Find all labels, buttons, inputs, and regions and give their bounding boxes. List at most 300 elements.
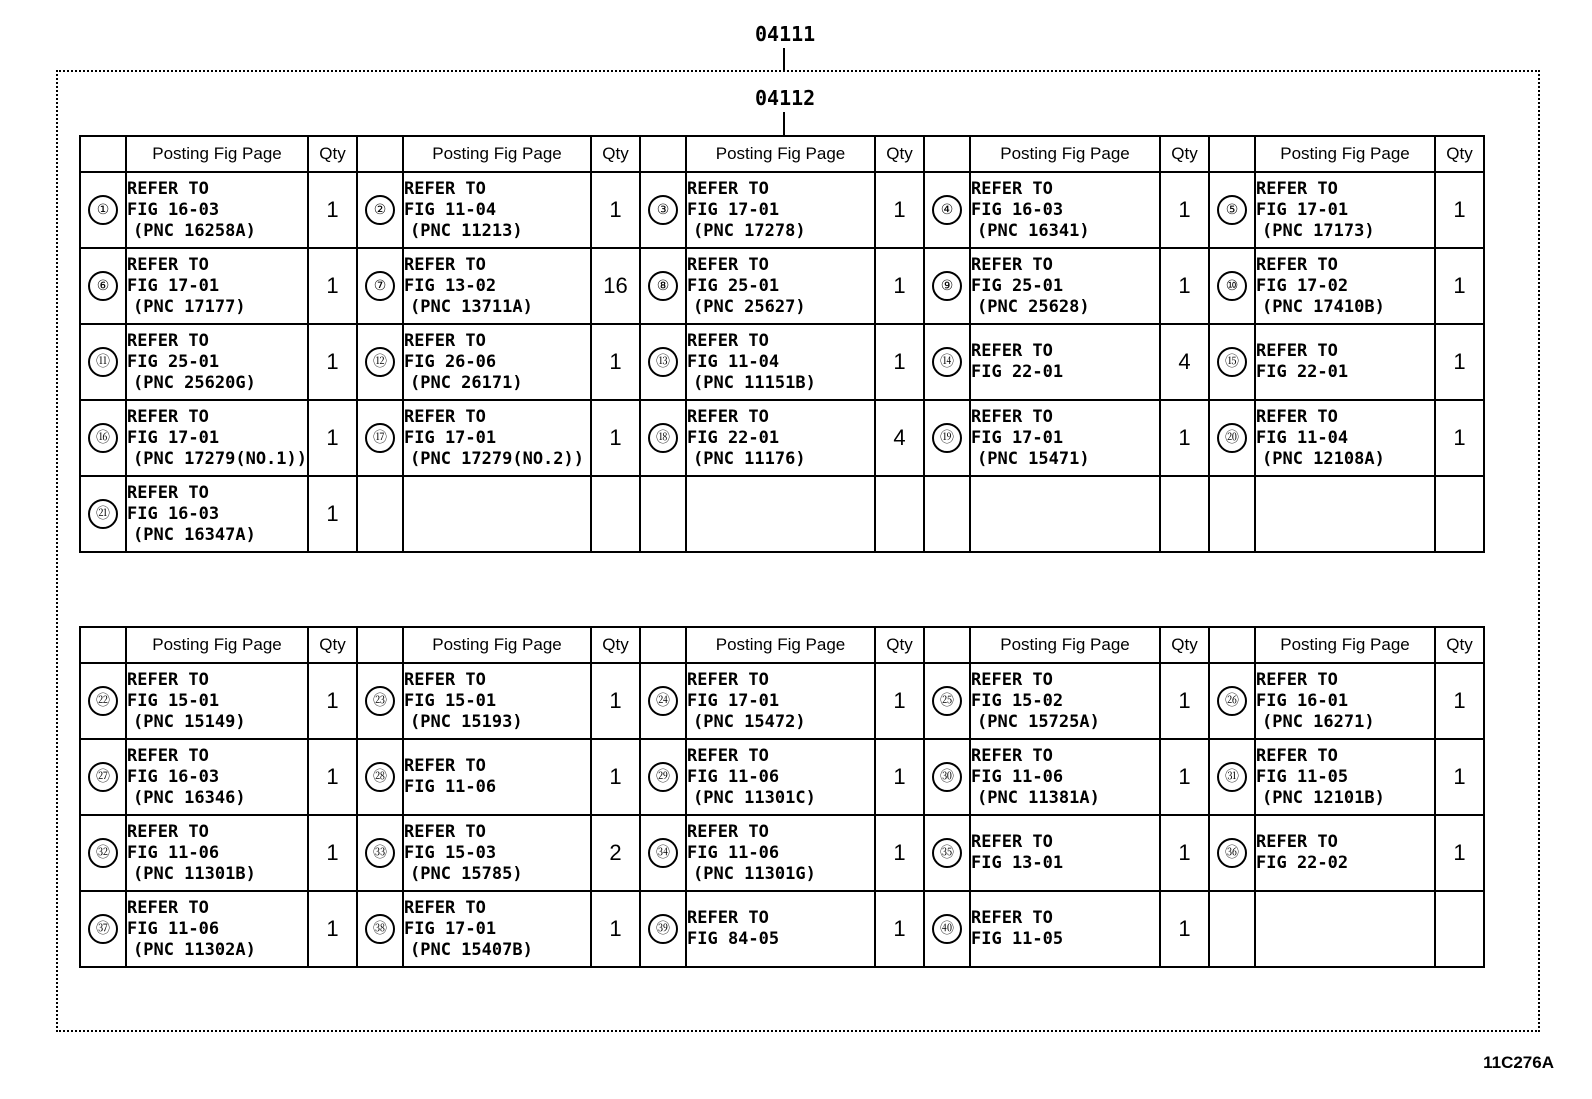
- header-posting-fig-page: Posting Fig Page: [686, 627, 875, 663]
- item-number-circle: ㉜: [88, 838, 118, 868]
- item-number-circle: ㉙: [648, 762, 678, 792]
- header-row: [80, 627, 1484, 663]
- refer-to-text: REFER TO: [971, 669, 1053, 690]
- qty-cell: [591, 476, 640, 552]
- figure-code: 11C276A: [1483, 1053, 1554, 1072]
- qty-cell: 1: [308, 815, 357, 891]
- reference-cell: [126, 248, 308, 324]
- item-number-circle: ㉝: [365, 838, 395, 868]
- item-number-circle: ③: [648, 195, 678, 225]
- reference-cell: [1255, 248, 1435, 324]
- header-qty: Qty: [308, 136, 357, 172]
- fig-page-ref: FIG 11-06: [971, 766, 1064, 787]
- fig-page-ref: FIG 17-01: [404, 918, 497, 939]
- fig-page-ref: FIG 15-03: [404, 842, 497, 863]
- qty-cell: [1435, 476, 1484, 552]
- table-row: [80, 663, 1484, 739]
- item-number-cell: [80, 172, 126, 248]
- table-row: [80, 739, 1484, 815]
- item-number-circle: ⑧: [648, 271, 678, 301]
- qty-cell: 1: [1160, 172, 1209, 248]
- reference-cell: [403, 476, 591, 552]
- reference-cell: [126, 739, 308, 815]
- reference-cell: [686, 324, 875, 400]
- refer-to-text: REFER TO: [127, 254, 209, 275]
- table-row: [80, 400, 1484, 476]
- item-number-cell: [1209, 891, 1255, 967]
- refer-to-text: REFER TO: [127, 406, 209, 427]
- pnc-ref: (PNC 11302A): [133, 939, 256, 960]
- reference-cell: [126, 663, 308, 739]
- item-number-circle: ㉟: [932, 838, 962, 868]
- pnc-ref: (PNC 15149): [133, 711, 246, 732]
- reference-cell: [970, 663, 1160, 739]
- header-posting-fig-page: Posting Fig Page: [1255, 627, 1435, 663]
- reference-cell: [126, 891, 308, 967]
- pnc-ref: (PNC 11213): [410, 220, 523, 241]
- refer-to-text: REFER TO: [404, 821, 486, 842]
- refer-to-text: REFER TO: [687, 254, 769, 275]
- pnc-ref: (PNC 11301C): [693, 787, 816, 808]
- reference-cell: [686, 891, 875, 967]
- refer-to-text: REFER TO: [971, 254, 1053, 275]
- reference-cell: [1255, 663, 1435, 739]
- refer-to-text: REFER TO: [687, 330, 769, 351]
- refer-to-text: REFER TO: [687, 669, 769, 690]
- item-number-circle: ⑳: [1217, 423, 1247, 453]
- item-number-circle: ㉘: [365, 762, 395, 792]
- qty-cell: 16: [591, 248, 640, 324]
- header-posting-fig-page: Posting Fig Page: [403, 627, 591, 663]
- qty-cell: 1: [875, 663, 924, 739]
- pnc-ref: (PNC 17279(NO.2)): [410, 448, 584, 469]
- fig-page-ref: FIG 25-01: [971, 275, 1064, 296]
- reference-cell: [403, 248, 591, 324]
- pnc-ref: (PNC 16271): [1262, 711, 1375, 732]
- qty-cell: 1: [875, 172, 924, 248]
- refer-to-text: REFER TO: [404, 330, 486, 351]
- table-row: [80, 815, 1484, 891]
- header-posting-fig-page: Posting Fig Page: [1255, 136, 1435, 172]
- item-number-cell: [640, 476, 686, 552]
- item-number-circle: ⑰: [365, 423, 395, 453]
- item-number-circle: ㉛: [1217, 762, 1247, 792]
- header-posting-fig-page: Posting Fig Page: [126, 627, 308, 663]
- header-number-cell: [640, 136, 686, 172]
- table-row: [80, 891, 1484, 967]
- qty-cell: 1: [875, 248, 924, 324]
- refer-to-text: REFER TO: [127, 669, 209, 690]
- qty-cell: 1: [1160, 815, 1209, 891]
- refer-to-text: REFER TO: [971, 832, 1053, 852]
- item-number-cell: [640, 739, 686, 815]
- reference-cell: [970, 815, 1160, 891]
- fig-page-ref: FIG 11-06: [687, 842, 780, 863]
- item-number-cell: [924, 739, 970, 815]
- pnc-ref: (PNC 15471): [977, 448, 1090, 469]
- refer-to-text: REFER TO: [404, 669, 486, 690]
- item-number-circle: ⑤: [1217, 195, 1247, 225]
- fig-page-ref: FIG 17-01: [404, 427, 497, 448]
- item-number-circle: ①: [88, 195, 118, 225]
- reference-cell: [686, 815, 875, 891]
- item-number-cell: [357, 815, 403, 891]
- fig-page-ref: FIG 22-02: [1256, 853, 1349, 873]
- fig-page-ref: FIG 17-01: [971, 427, 1064, 448]
- fig-page-ref: FIG 26-06: [404, 351, 497, 372]
- header-posting-fig-page: Posting Fig Page: [403, 136, 591, 172]
- reference-cell: [403, 891, 591, 967]
- reference-cell: [970, 172, 1160, 248]
- item-number-circle: ㉖: [1217, 686, 1247, 716]
- pnc-ref: (PNC 16347A): [133, 524, 256, 545]
- pnc-ref: (PNC 16346): [133, 787, 246, 808]
- item-number-cell: [924, 324, 970, 400]
- header-row: [80, 136, 1484, 172]
- reference-cell: [970, 891, 1160, 967]
- pnc-ref: (PNC 25628): [977, 296, 1090, 317]
- reference-cell: [126, 815, 308, 891]
- reference-cell: [686, 476, 875, 552]
- refer-to-text: REFER TO: [1256, 254, 1338, 275]
- item-number-circle: ㉚: [932, 762, 962, 792]
- item-number-cell: [1209, 815, 1255, 891]
- pnc-ref: (PNC 15472): [693, 711, 806, 732]
- qty-cell: 1: [308, 248, 357, 324]
- reference-cell: [970, 324, 1160, 400]
- refer-to-text: REFER TO: [971, 908, 1053, 928]
- pnc-ref: (PNC 12101B): [1262, 787, 1385, 808]
- refer-to-text: REFER TO: [971, 341, 1053, 361]
- pnc-ref: (PNC 11151B): [693, 372, 816, 393]
- item-number-cell: [1209, 172, 1255, 248]
- qty-cell: 1: [1160, 739, 1209, 815]
- reference-cell: [126, 172, 308, 248]
- header-posting-fig-page: Posting Fig Page: [126, 136, 308, 172]
- item-number-cell: [640, 324, 686, 400]
- item-number-circle: ⑫: [365, 347, 395, 377]
- header-qty: Qty: [875, 136, 924, 172]
- item-number-circle: ㊵: [932, 914, 962, 944]
- refer-to-text: REFER TO: [1256, 745, 1338, 766]
- item-number-circle: ㉑: [88, 499, 118, 529]
- fig-page-ref: FIG 13-02: [404, 275, 497, 296]
- item-number-cell: [1209, 739, 1255, 815]
- header-posting-fig-page: Posting Fig Page: [686, 136, 875, 172]
- fig-page-ref: FIG 22-01: [1256, 362, 1349, 382]
- refer-to-text: REFER TO: [404, 178, 486, 199]
- fig-page-ref: FIG 25-01: [687, 275, 780, 296]
- fig-page-ref: FIG 84-05: [687, 929, 780, 949]
- fig-page-ref: FIG 11-06: [127, 918, 220, 939]
- refer-to-text: REFER TO: [127, 330, 209, 351]
- parts-table-lower: [79, 626, 1485, 968]
- table-row: [80, 248, 1484, 324]
- header-qty: Qty: [875, 627, 924, 663]
- item-number-cell: [80, 476, 126, 552]
- fig-page-ref: FIG 11-06: [404, 777, 497, 797]
- reference-cell: [686, 172, 875, 248]
- refer-to-text: REFER TO: [127, 745, 209, 766]
- item-number-cell: [640, 815, 686, 891]
- item-number-circle: ㊲: [88, 914, 118, 944]
- qty-cell: 1: [591, 400, 640, 476]
- fig-page-ref: FIG 15-01: [127, 690, 220, 711]
- refer-to-text: REFER TO: [687, 821, 769, 842]
- reference-cell: [126, 324, 308, 400]
- item-number-cell: [1209, 663, 1255, 739]
- item-number-cell: [357, 663, 403, 739]
- qty-cell: 1: [1160, 248, 1209, 324]
- item-number-circle: ⑭: [932, 347, 962, 377]
- refer-to-text: REFER TO: [127, 821, 209, 842]
- refer-to-text: REFER TO: [687, 745, 769, 766]
- header-number-cell: [640, 627, 686, 663]
- reference-cell: [1255, 476, 1435, 552]
- pnc-ref: (PNC 26171): [410, 372, 523, 393]
- item-number-circle: ⑲: [932, 423, 962, 453]
- header-qty: Qty: [1435, 136, 1484, 172]
- pnc-ref: (PNC 13711A): [410, 296, 533, 317]
- item-number-cell: [924, 476, 970, 552]
- pnc-ref: (PNC 15407B): [410, 939, 533, 960]
- item-number-circle: ㉞: [648, 838, 678, 868]
- item-number-circle: ②: [365, 195, 395, 225]
- header-qty: Qty: [308, 627, 357, 663]
- item-number-cell: [357, 172, 403, 248]
- table-row: [80, 476, 1484, 552]
- fig-page-ref: FIG 11-04: [1256, 427, 1349, 448]
- item-number-cell: [80, 324, 126, 400]
- pnc-ref: (PNC 17410B): [1262, 296, 1385, 317]
- assembly-label-04112: 04112: [755, 86, 816, 110]
- item-number-cell: [80, 815, 126, 891]
- fig-page-ref: FIG 25-01: [127, 351, 220, 372]
- item-number-cell: [357, 248, 403, 324]
- qty-cell: 1: [308, 324, 357, 400]
- item-number-circle: ㊳: [365, 914, 395, 944]
- item-number-circle: ㉔: [648, 686, 678, 716]
- fig-page-ref: FIG 17-01: [127, 427, 220, 448]
- item-number-circle: ㊱: [1217, 838, 1247, 868]
- pnc-ref: (PNC 11301B): [133, 863, 256, 884]
- qty-cell: 1: [308, 739, 357, 815]
- connector-line-top: [783, 48, 785, 70]
- fig-page-ref: FIG 17-01: [687, 199, 780, 220]
- header-number-cell: [924, 136, 970, 172]
- fig-page-ref: FIG 11-06: [127, 842, 220, 863]
- qty-cell: 1: [1435, 172, 1484, 248]
- refer-to-text: REFER TO: [687, 908, 769, 928]
- refer-to-text: REFER TO: [971, 178, 1053, 199]
- reference-cell: [1255, 891, 1435, 967]
- fig-page-ref: FIG 17-01: [1256, 199, 1349, 220]
- reference-cell: [970, 248, 1160, 324]
- fig-page-ref: FIG 16-03: [127, 766, 220, 787]
- reference-cell: [403, 739, 591, 815]
- fig-page-ref: FIG 11-05: [1256, 766, 1349, 787]
- reference-cell: [126, 476, 308, 552]
- item-number-cell: [1209, 324, 1255, 400]
- fig-page-ref: FIG 16-03: [971, 199, 1064, 220]
- refer-to-text: REFER TO: [1256, 178, 1338, 199]
- qty-cell: 1: [875, 324, 924, 400]
- header-qty: Qty: [1160, 627, 1209, 663]
- item-number-cell: [357, 891, 403, 967]
- qty-cell: 1: [1435, 248, 1484, 324]
- item-number-cell: [924, 400, 970, 476]
- qty-cell: 1: [875, 891, 924, 967]
- item-number-circle: ⑩: [1217, 271, 1247, 301]
- header-posting-fig-page: Posting Fig Page: [970, 627, 1160, 663]
- header-qty: Qty: [1435, 627, 1484, 663]
- fig-page-ref: FIG 15-02: [971, 690, 1064, 711]
- fig-page-ref: FIG 17-01: [687, 690, 780, 711]
- reference-cell: [403, 663, 591, 739]
- qty-cell: 1: [1435, 739, 1484, 815]
- pnc-ref: (PNC 15193): [410, 711, 523, 732]
- header-number-cell: [1209, 627, 1255, 663]
- item-number-cell: [640, 172, 686, 248]
- header-qty: Qty: [1160, 136, 1209, 172]
- qty-cell: 4: [1160, 324, 1209, 400]
- header-posting-fig-page: Posting Fig Page: [970, 136, 1160, 172]
- qty-cell: 1: [875, 739, 924, 815]
- item-number-cell: [640, 663, 686, 739]
- item-number-circle: ⑦: [365, 271, 395, 301]
- reference-cell: [686, 739, 875, 815]
- refer-to-text: REFER TO: [127, 482, 209, 503]
- pnc-ref: (PNC 17177): [133, 296, 246, 317]
- qty-cell: 1: [591, 891, 640, 967]
- item-number-cell: [640, 891, 686, 967]
- reference-cell: [403, 172, 591, 248]
- refer-to-text: REFER TO: [687, 406, 769, 427]
- item-number-circle: ㉕: [932, 686, 962, 716]
- qty-cell: 1: [591, 324, 640, 400]
- item-number-cell: [924, 815, 970, 891]
- qty-cell: 1: [591, 739, 640, 815]
- item-number-cell: [80, 248, 126, 324]
- pnc-ref: (PNC 17173): [1262, 220, 1375, 241]
- fig-page-ref: FIG 16-03: [127, 199, 220, 220]
- reference-cell: [1255, 815, 1435, 891]
- refer-to-text: REFER TO: [127, 178, 209, 199]
- item-number-circle: ⑬: [648, 347, 678, 377]
- refer-to-text: REFER TO: [1256, 341, 1338, 361]
- item-number-circle: ⑯: [88, 423, 118, 453]
- assembly-label-04111: 04111: [755, 22, 816, 46]
- qty-cell: 1: [875, 815, 924, 891]
- qty-cell: 1: [308, 476, 357, 552]
- pnc-ref: (PNC 17279(NO.1)): [133, 448, 307, 469]
- item-number-cell: [924, 248, 970, 324]
- fig-page-ref: FIG 22-01: [687, 427, 780, 448]
- fig-page-ref: FIG 11-06: [687, 766, 780, 787]
- qty-cell: 1: [591, 663, 640, 739]
- item-number-cell: [640, 248, 686, 324]
- refer-to-text: REFER TO: [404, 254, 486, 275]
- pnc-ref: (PNC 12108A): [1262, 448, 1385, 469]
- qty-cell: 2: [591, 815, 640, 891]
- refer-to-text: REFER TO: [404, 406, 486, 427]
- fig-page-ref: FIG 11-04: [404, 199, 497, 220]
- item-number-circle: ④: [932, 195, 962, 225]
- refer-to-text: REFER TO: [971, 745, 1053, 766]
- item-number-cell: [924, 663, 970, 739]
- item-number-circle: ㉓: [365, 686, 395, 716]
- item-number-cell: [80, 891, 126, 967]
- fig-page-ref: FIG 22-01: [971, 362, 1064, 382]
- fig-page-ref: FIG 13-01: [971, 853, 1064, 873]
- reference-cell: [1255, 400, 1435, 476]
- pnc-ref: (PNC 16258A): [133, 220, 256, 241]
- qty-cell: 4: [875, 400, 924, 476]
- pnc-ref: (PNC 15725A): [977, 711, 1100, 732]
- reference-cell: [686, 663, 875, 739]
- qty-cell: 1: [308, 891, 357, 967]
- fig-page-ref: FIG 16-01: [1256, 690, 1349, 711]
- fig-page-ref: FIG 11-04: [687, 351, 780, 372]
- pnc-ref: (PNC 11381A): [977, 787, 1100, 808]
- refer-to-text: REFER TO: [404, 756, 486, 776]
- item-number-cell: [1209, 248, 1255, 324]
- qty-cell: 1: [1435, 324, 1484, 400]
- header-qty: Qty: [591, 627, 640, 663]
- item-number-cell: [924, 172, 970, 248]
- qty-cell: 1: [308, 663, 357, 739]
- qty-cell: 1: [1435, 815, 1484, 891]
- reference-cell: [970, 400, 1160, 476]
- pnc-ref: (PNC 15785): [410, 863, 523, 884]
- item-number-cell: [80, 663, 126, 739]
- refer-to-text: REFER TO: [971, 406, 1053, 427]
- refer-to-text: REFER TO: [1256, 406, 1338, 427]
- reference-cell: [403, 324, 591, 400]
- qty-cell: 1: [308, 172, 357, 248]
- table-row: [80, 172, 1484, 248]
- pnc-ref: (PNC 25620G): [133, 372, 256, 393]
- reference-cell: [403, 400, 591, 476]
- header-number-cell: [80, 136, 126, 172]
- item-number-circle: ⑮: [1217, 347, 1247, 377]
- reference-cell: [126, 400, 308, 476]
- pnc-ref: (PNC 25627): [693, 296, 806, 317]
- item-number-cell: [357, 476, 403, 552]
- qty-cell: [1160, 476, 1209, 552]
- item-number-circle: ㉒: [88, 686, 118, 716]
- qty-cell: 1: [1160, 400, 1209, 476]
- reference-cell: [1255, 172, 1435, 248]
- qty-cell: 1: [1160, 891, 1209, 967]
- reference-cell: [686, 400, 875, 476]
- reference-cell: [970, 739, 1160, 815]
- item-number-circle: ㉗: [88, 762, 118, 792]
- pnc-ref: (PNC 11176): [693, 448, 806, 469]
- reference-cell: [686, 248, 875, 324]
- refer-to-text: REFER TO: [1256, 832, 1338, 852]
- header-number-cell: [80, 627, 126, 663]
- parts-table-upper: [79, 135, 1485, 553]
- item-number-cell: [640, 400, 686, 476]
- qty-cell: 1: [308, 400, 357, 476]
- header-qty: Qty: [591, 136, 640, 172]
- qty-cell: [875, 476, 924, 552]
- reference-cell: [1255, 324, 1435, 400]
- header-number-cell: [1209, 136, 1255, 172]
- reference-cell: [970, 476, 1160, 552]
- item-number-cell: [80, 739, 126, 815]
